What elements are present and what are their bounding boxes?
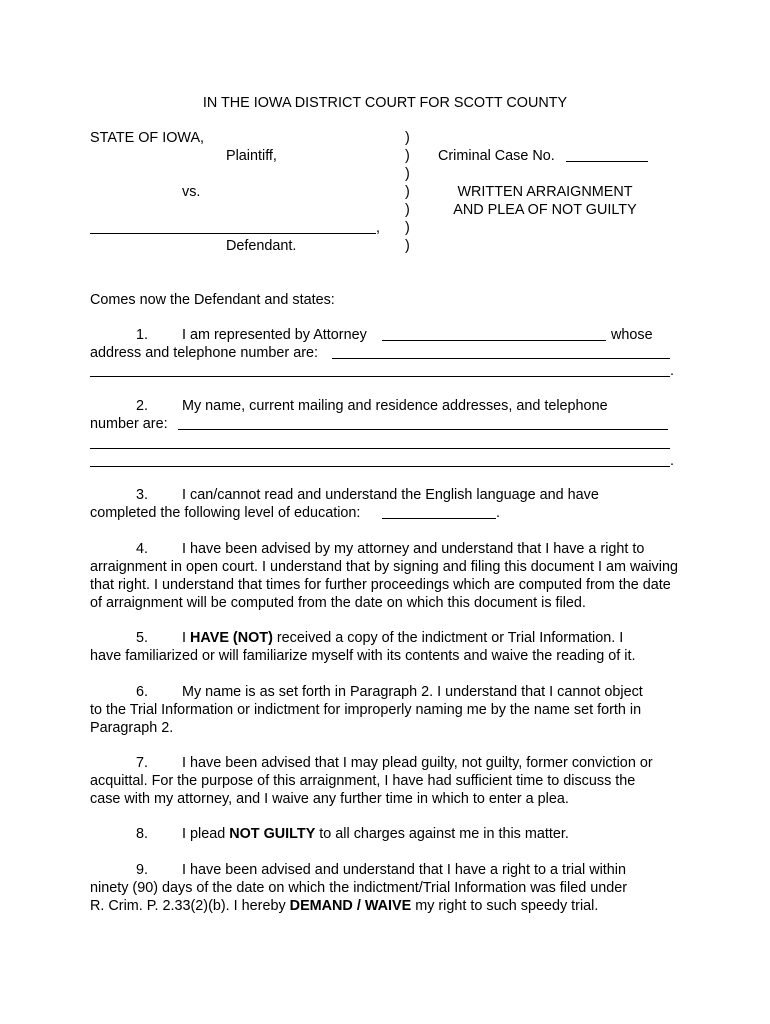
p5-have-not: HAVE (NOT) [190, 630, 273, 646]
caption-paren: ) [405, 148, 410, 164]
p9-line1: I have been advised and understand that I have a right to a trial within [182, 862, 627, 878]
p9-post: my right to such speedy trial. [411, 898, 599, 914]
p4-line2: arraignment in open court. I understand that by signing and filing this document I am waiving [90, 559, 678, 575]
caption-paren: ) [405, 130, 410, 146]
intro-text: Comes now the Defendant and states: [90, 292, 335, 308]
doc-title-line1: WRITTEN ARRAIGNMENT [457, 184, 633, 200]
defendant-name-line [90, 233, 376, 234]
p4-number: 4. [136, 541, 149, 557]
p5-line2: have familiarized or will familiarize myself with its contents and waive the reading of it. [90, 648, 636, 664]
defendant-address-line [178, 429, 668, 430]
p1-line2: address and telephone number are: [90, 345, 319, 361]
p5-pre: I [182, 630, 190, 646]
attorney-address-line-2 [90, 376, 670, 377]
p5-line1 [182, 629, 623, 647]
attorney-address-line [332, 358, 670, 359]
p9-line2: ninety (90) days of the date on which the indictment/Trial Information was filed under [90, 880, 627, 896]
p4-line1: I have been advised by my attorney and understand that I have a right to [182, 541, 645, 557]
p1-line1: I am represented by Attorney [182, 327, 367, 343]
p6-line2: to the Trial Information or indictment for improperly naming me by the name set forth in [90, 702, 642, 718]
court-title: IN THE IOWA DISTRICT COURT FOR SCOTT COUNTY [202, 95, 568, 111]
p1-period: . [670, 363, 674, 379]
p4-line3: that right. I understand that times for further proceedings which are computed from the date [90, 577, 671, 593]
p3-number: 3. [136, 487, 149, 503]
p2-line1: My name, current mailing and residence addresses, and telephone [182, 398, 608, 414]
p8-pre: I plead [182, 826, 230, 842]
vs-label: vs. [182, 184, 201, 200]
p2-number: 2. [136, 398, 149, 414]
p3-line2: completed the following level of education: [90, 505, 361, 521]
p9-pre: R. Crim. P. 2.33(2)(b). I hereby [90, 898, 290, 914]
state-of-iowa: STATE OF IOWA, [90, 130, 205, 146]
defendant-comma: , [376, 220, 380, 236]
p5-post: received a copy of the indictment or Trial Information. I [272, 630, 624, 646]
p7-line2: acquittal. For the purpose of this arraignment, I have had sufficient time to discuss the [90, 773, 636, 789]
p6-line1: My name is as set forth in Paragraph 2. I understand that I cannot object [182, 684, 643, 700]
p3-line1: I can/cannot read and understand the English language and have [182, 487, 599, 503]
attorney-name-line [382, 340, 606, 341]
p7-line1: I have been advised that I may plead guilty, not guilty, former conviction or [182, 755, 653, 771]
caption-paren: ) [405, 220, 410, 236]
p2-line2: number are: [90, 416, 168, 432]
defendant-address-line-3 [90, 466, 670, 467]
caption-paren: ) [405, 202, 410, 218]
defendant-label: Defendant. [226, 238, 297, 254]
caption-paren: ) [405, 166, 410, 182]
case-number-line [566, 161, 648, 162]
p3-period: . [496, 505, 500, 521]
p2-period: . [670, 453, 674, 469]
p9-demand-waive: DEMAND / WAIVE [289, 898, 412, 914]
p7-number: 7. [136, 755, 149, 771]
p6-number: 6. [136, 684, 149, 700]
education-level-line [382, 518, 496, 519]
p5-number: 5. [136, 630, 149, 646]
caption-paren: ) [405, 238, 410, 254]
p4-line4: of arraignment will be computed from the date on which this document is filed. [90, 595, 586, 611]
p8-post: to all charges against me in this matter. [315, 826, 569, 842]
case-number-label: Criminal Case No. [438, 148, 555, 164]
p6-line3: Paragraph 2. [90, 720, 174, 736]
defendant-address-line-2 [90, 448, 670, 449]
p1-number: 1. [136, 327, 149, 343]
p8-line1 [182, 825, 569, 843]
p9-number: 9. [136, 862, 149, 878]
plaintiff-label: Plaintiff, [226, 148, 277, 164]
p9-line3 [90, 897, 598, 915]
caption-paren: ) [405, 184, 410, 200]
p8-not-guilty: NOT GUILTY [229, 826, 316, 842]
doc-title-line2: AND PLEA OF NOT GUILTY [453, 202, 637, 218]
p8-number: 8. [136, 826, 149, 842]
p1-whose: whose [611, 327, 653, 343]
p7-line3: case with my attorney, and I waive any further time in which to enter a plea. [90, 791, 569, 807]
